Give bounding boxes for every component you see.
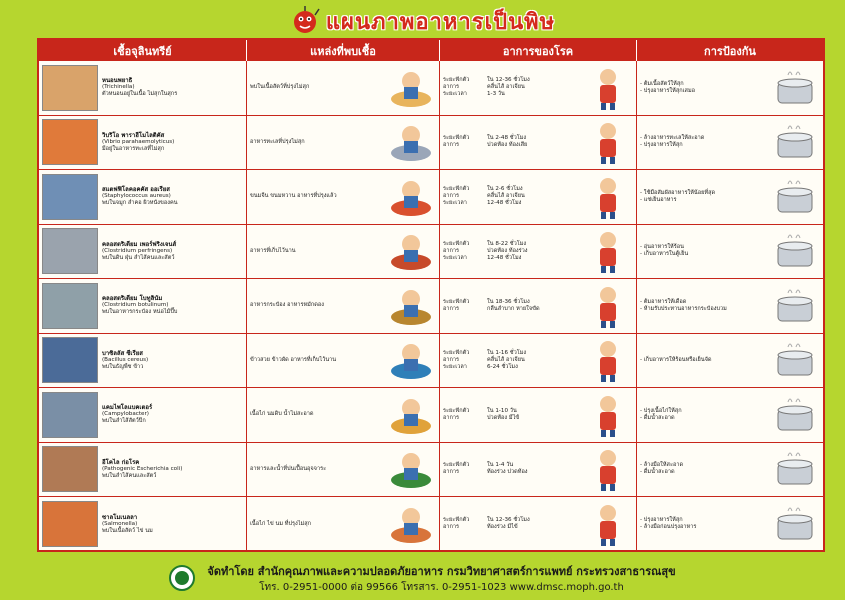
symptom-illustration: [583, 283, 633, 329]
symptom-cell: [440, 388, 637, 442]
germ-name: บาซิลลัส ซีเรียส: [102, 349, 143, 357]
prevention-cell: [637, 225, 823, 279]
source-cell: [247, 170, 440, 224]
header-germ: เชื้อจุลินทรีย์: [39, 40, 247, 61]
germ-cell: [39, 497, 247, 552]
page-title: แผนภาพอาหารเป็นพิษ: [325, 9, 556, 35]
symptom-cell: [440, 61, 637, 115]
source-illustration: [386, 501, 436, 547]
ministry-logo: [169, 565, 195, 591]
symptom-label: อาการ: [443, 305, 460, 312]
symptom-value: ท้องร่วง ปวดท้อง: [487, 469, 528, 476]
prevention-item: - ห้ามรับประทานอาหารกระป๋องบวม: [640, 305, 727, 312]
prevention-cell: [637, 388, 823, 442]
symptom-illustration: [583, 501, 633, 547]
table-row: [39, 61, 823, 116]
germ-latin: (Clostridium perfringens): [102, 247, 173, 254]
prevention-cell: [637, 334, 823, 388]
header-prevention: การป้องกัน: [704, 44, 756, 58]
table-row: [39, 279, 823, 334]
symptom-label: อาการ: [443, 84, 460, 91]
source-illustration: [386, 337, 436, 383]
germ-desc: ตัวหนอนอยู่ในเนื้อ ไม่สุกในสุกร: [102, 91, 178, 98]
prevention-illustration: [770, 119, 820, 165]
germ-desc: พบในธัญพืช ข้าว: [102, 363, 144, 370]
header-symptoms: อาการของโรค: [440, 40, 637, 61]
prevention-illustration: [770, 392, 820, 438]
symptom-value: ใน 1-4 วัน: [487, 462, 514, 469]
germ-photo: [42, 337, 98, 383]
symptom-value: กลืนลำบาก หายใจขัด: [487, 305, 540, 312]
germ-photo: [42, 174, 98, 220]
source-text: อาหารที่เก็บไว้นาน: [250, 247, 296, 254]
table-row: [39, 443, 823, 498]
germ-latin: (Salmonella): [102, 520, 138, 527]
source-illustration: [386, 228, 436, 274]
prevention-item: - เก็บอาหารให้ร้อนหรือเย็นจัด: [640, 356, 712, 363]
germ-photo: [42, 446, 98, 492]
prevention-item: - ดื่มน้ำสะอาด: [640, 469, 675, 476]
prevention-item: - ปรุงเนื้อไก่ให้สุก: [640, 407, 682, 414]
symptom-label: ระยะเวลา: [443, 254, 467, 261]
germ-desc: พบในดิน ฝุ่น ลำไส้คนและสัตว์: [102, 254, 175, 261]
symptom-illustration: [583, 228, 633, 274]
symptom-cell: [440, 279, 637, 333]
symptom-label: ระยะเวลา: [443, 91, 467, 98]
symptom-value: ปวดท้อง ท้องเสีย: [487, 142, 528, 149]
symptom-value: ใน 1-10 วัน: [487, 407, 517, 414]
symptom-value: ใน 1-16 ชั่วโมง: [487, 349, 527, 356]
symptom-value: ใน 18-36 ชั่วโมง: [487, 298, 530, 305]
germ-photo: [42, 65, 98, 111]
germ-name: วิบริโอ พาราฮีโมไลติคัส: [102, 131, 165, 139]
symptom-cell: [440, 443, 637, 497]
symptom-cell: [440, 116, 637, 170]
germ-latin: (Bacillus cereus): [102, 356, 149, 363]
source-cell: [247, 443, 440, 497]
symptom-value: ใน 12-36 ชั่วโมง: [487, 517, 530, 524]
prevention-item: - แช่เย็นอาหาร: [640, 196, 677, 203]
germ-name: คลอสตริเดียม โบทูลินัม: [102, 295, 163, 303]
germ-name: แคมไพโลแบคเตอร์: [102, 404, 153, 412]
symptom-label: อาการ: [443, 356, 460, 363]
prevention-cell: [637, 170, 823, 224]
germ-photo: [42, 283, 98, 329]
symptom-cell: [440, 225, 637, 279]
source-cell: [247, 225, 440, 279]
symptom-label: อาการ: [443, 193, 460, 200]
symptom-illustration: [583, 174, 633, 220]
symptom-illustration: [583, 65, 633, 111]
symptom-illustration: [583, 392, 633, 438]
germ-latin: (Trichinella): [102, 84, 135, 91]
symptom-label: ระยะฟักตัว: [443, 240, 470, 247]
source-text: เนื้อไก่ ไข่ นม ที่ปรุงไม่สุก: [250, 520, 312, 527]
prevention-item: - ต้มเนื้อสัตว์ให้สุก: [640, 80, 684, 87]
source-illustration: [386, 65, 436, 111]
symptom-cell: [440, 334, 637, 388]
germ-latin: (Campylobacter): [102, 411, 149, 418]
prevention-cell: [637, 61, 823, 115]
source-text: ข้าวสวย ข้าวผัด อาหารที่เก็บไว้นาน: [250, 356, 337, 363]
table-row: [39, 388, 823, 443]
prevention-item: - ปรุงอาหารให้สุกเสมอ: [640, 87, 696, 94]
germ-name: สแตฟฟิโลคอคคัส ออเรียส: [102, 186, 170, 194]
symptom-illustration: [583, 119, 633, 165]
source-illustration: [386, 119, 436, 165]
prevention-illustration: [770, 228, 820, 274]
source-text: อาหารทะเลที่ปรุงไม่สุก: [250, 138, 305, 145]
prevention-illustration: [770, 446, 820, 492]
germ-photo: [42, 501, 98, 547]
symptom-label: ระยะฟักตัว: [443, 186, 470, 193]
table-row: [39, 170, 823, 225]
prevention-cell: [637, 116, 823, 170]
prevention-item: - ใช้มือสัมผัสอาหารให้น้อยที่สุด: [640, 189, 716, 196]
prevention-item: - ล้างมือให้สะอาด: [640, 462, 684, 469]
symptom-label: อาการ: [443, 142, 460, 149]
germ-cell: [39, 225, 247, 279]
symptom-value: ใน 2-48 ชั่วโมง: [487, 135, 527, 142]
symptom-value: 6-24 ชั่วโมง: [487, 363, 518, 370]
germ-name: หนอนพยาธิ: [102, 77, 133, 85]
germ-desc: พบในอาหารกระป๋อง หน่อไม้ปี๊บ: [102, 309, 178, 316]
germ-desc: พบในลำไส้สัตว์ปีก: [102, 418, 146, 425]
germ-mascot-icon: [290, 5, 320, 37]
symptom-cell: [440, 170, 637, 224]
table-row: [39, 497, 823, 552]
prevention-illustration: [770, 501, 820, 547]
symptom-label: อาการ: [443, 469, 460, 476]
germ-desc: พบในจมูก ลำคอ ผิวหนังของคน: [102, 200, 178, 207]
symptom-label: ระยะฟักตัว: [443, 298, 470, 305]
germ-cell: [39, 61, 247, 115]
table-body: [39, 61, 823, 552]
source-text: ขนมจีน ขนมหวาน อาหารที่ปรุงแล้ว: [250, 193, 337, 200]
symptom-label: อาการ: [443, 524, 460, 531]
source-text: พบในเนื้อสัตว์ที่ปรุงไม่สุก: [250, 84, 310, 91]
germ-desc: พบในลำไส้คนและสัตว์: [102, 472, 157, 479]
prevention-cell: [637, 497, 823, 552]
prevention-item: - ปรุงอาหารให้สุก: [640, 517, 683, 524]
symptom-value: 1-3 วัน: [487, 91, 505, 98]
source-cell: [247, 497, 440, 552]
symptom-label: ระยะฟักตัว: [443, 77, 470, 84]
germ-name: ซาลโมเนลลา: [102, 513, 138, 521]
prevention-item: - ล้างมือก่อนปรุงอาหาร: [640, 524, 697, 531]
source-illustration: [386, 174, 436, 220]
prevention-cell: [637, 443, 823, 497]
germ-desc: พบในเนื้อสัตว์ ไข่ นม: [102, 527, 153, 534]
symptom-label: อาการ: [443, 247, 460, 254]
prevention-item: - เก็บอาหารในตู้เย็น: [640, 251, 689, 258]
symptom-label: ระยะฟักตัว: [443, 349, 470, 356]
germ-desc: มีอยู่ในอาหารทะเลที่ไม่สุก: [102, 145, 165, 152]
symptom-value: คลื่นไส้ อาเจียน: [487, 193, 525, 200]
source-cell: [247, 279, 440, 333]
prevention-illustration: [770, 283, 820, 329]
germ-cell: [39, 279, 247, 333]
title-bar: [0, 4, 845, 38]
prevention-item: - ดื่มน้ำสะอาด: [640, 414, 675, 421]
germ-latin: (Vibrio parahaemolyticus): [102, 138, 175, 145]
source-cell: [247, 61, 440, 115]
prevention-item: - ล้างอาหารทะเลให้สะอาด: [640, 135, 705, 142]
symptom-label: ระยะเวลา: [443, 363, 467, 370]
prevention-item: - ต้มอาหารให้เดือด: [640, 298, 687, 305]
germ-photo: [42, 392, 98, 438]
germ-photo: [42, 228, 98, 274]
table-row: [39, 334, 823, 389]
germ-cell: [39, 116, 247, 170]
symptom-value: ใน 12-36 ชั่วโมง: [487, 77, 530, 84]
table-row: [39, 225, 823, 280]
prevention-illustration: [770, 337, 820, 383]
germ-name: อีโคไล ก่อโรค: [102, 458, 140, 466]
germ-cell: [39, 170, 247, 224]
germ-name: คลอสตริเดียม เพอร์ฟริงเจนส์: [102, 240, 177, 248]
table-row: [39, 116, 823, 171]
germ-cell: [39, 388, 247, 442]
source-illustration: [386, 446, 436, 492]
germ-photo: [42, 119, 98, 165]
symptom-value: ใน 8-22 ชั่วโมง: [487, 240, 527, 247]
source-text: เนื้อไก่ นมดิบ น้ำไม่สะอาด: [250, 411, 314, 418]
footer-credit: จัดทำโดย สำนักคุณภาพและความปลอดภัยอาหาร กรมวิทยาศาสตร์การแพทย์ กระทรวงสาธารณสุข: [207, 564, 676, 578]
prevention-illustration: [770, 174, 820, 220]
symptom-value: ใน 2-6 ชั่วโมง: [487, 186, 523, 193]
germ-latin: (Staphylococcus aureus): [102, 193, 171, 200]
source-text: อาหารกระป๋อง อาหารหมักดอง: [250, 302, 324, 309]
source-cell: [247, 116, 440, 170]
symptom-label: ระยะฟักตัว: [443, 135, 470, 142]
prevention-cell: [637, 279, 823, 333]
symptom-value: 12-48 ชั่วโมง: [487, 254, 522, 261]
symptom-value: ปวดท้อง มีไข้: [487, 414, 520, 421]
symptom-illustration: [583, 337, 633, 383]
prevention-illustration: [770, 65, 820, 111]
footer: [0, 556, 845, 600]
symptom-value: ปวดท้อง ท้องร่วง: [487, 247, 528, 254]
footer-contact: โทร. 0-2951-0000 ต่อ 99566 โทรสาร. 0-2951-1023 www.dmsc.moph.go.th: [259, 581, 624, 593]
source-cell: [247, 334, 440, 388]
symptom-value: คลื่นไส้ อาเจียน: [487, 84, 525, 91]
germ-cell: [39, 443, 247, 497]
symptom-label: อาการ: [443, 414, 460, 421]
prevention-item: - ปรุงอาหารให้สุก: [640, 142, 683, 149]
symptom-illustration: [583, 446, 633, 492]
germ-latin: (Clostridium botulinum): [102, 302, 169, 309]
symptom-label: ระยะเวลา: [443, 200, 467, 207]
prevention-item: - อุ่นอาหารให้ร้อน: [640, 244, 684, 251]
source-cell: [247, 388, 440, 442]
source-illustration: [386, 283, 436, 329]
symptom-value: 12-48 ชั่วโมง: [487, 200, 522, 207]
symptom-value: ท้องร่วง มีไข้: [487, 524, 518, 531]
symptom-value: คลื่นไส้ อาเจียน: [487, 356, 525, 363]
source-text: อาหารและน้ำที่ปนเปื้อนอุจจาระ: [250, 465, 327, 472]
symptom-label: ระยะฟักตัว: [443, 517, 470, 524]
germ-cell: [39, 334, 247, 388]
source-illustration: [386, 392, 436, 438]
symptom-label: ระยะฟักตัว: [443, 407, 470, 414]
symptom-label: ระยะฟักตัว: [443, 462, 470, 469]
symptom-cell: [440, 497, 637, 552]
header-source: แหล่งที่พบเชื้อ: [247, 40, 440, 61]
table-header: [39, 40, 823, 61]
poster-table: [37, 38, 825, 552]
germ-latin: (Pathogenic Escherichia coli): [102, 465, 183, 472]
